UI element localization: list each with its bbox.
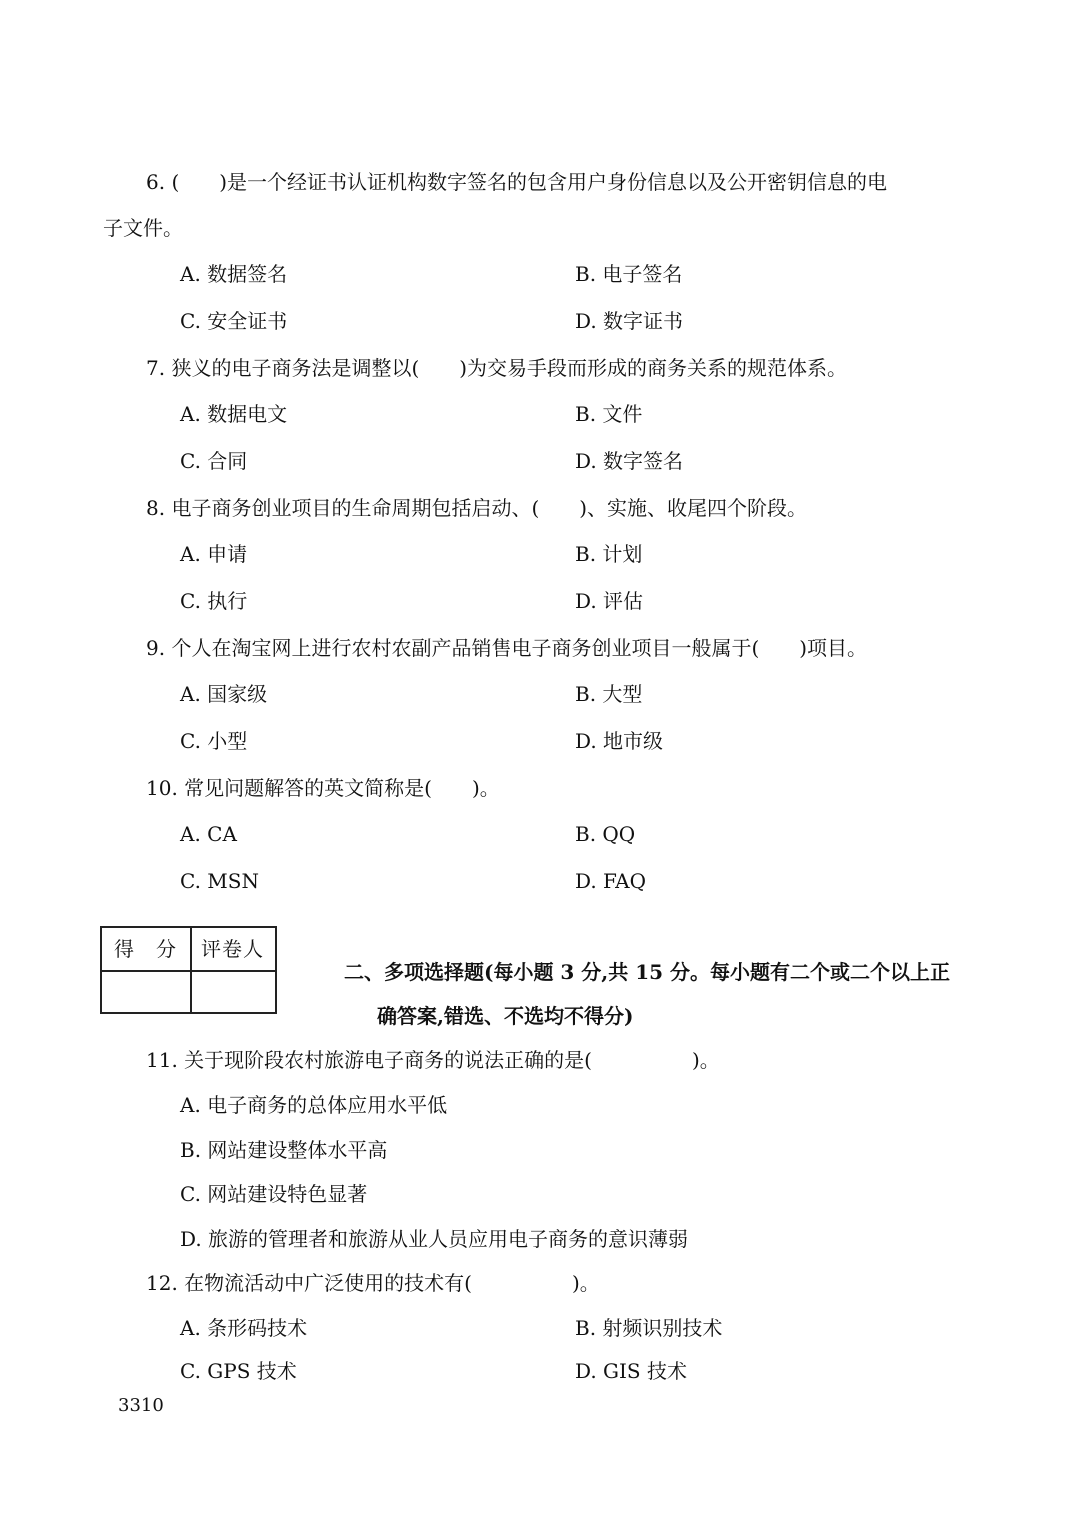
question-11-option-d: D. 旅游的管理者和旅游从业人员应用电子商务的意识薄弱 [180, 1227, 689, 1251]
question-6-stem-line1: 6. ( )是一个经证书认证机构数字签名的包含用户身份信息以及公开密钥信息的电 [146, 170, 888, 194]
table-divider-horizontal [102, 970, 275, 972]
question-9-option-b: B. 大型 [575, 682, 643, 706]
question-7-option-b: B. 文件 [575, 402, 643, 426]
question-9-option-c: C. 小型 [180, 729, 248, 753]
question-7-stem: 7. 狭义的电子商务法是调整以( )为交易手段而形成的商务关系的规范体系。 [146, 356, 848, 380]
question-7-option-a: A. 数据电文 [180, 402, 288, 426]
question-10-option-d: D. FAQ [575, 869, 647, 893]
score-table [100, 926, 277, 1014]
question-7-option-c: C. 合同 [180, 449, 248, 473]
question-9-option-a: A. 国家级 [180, 682, 268, 706]
question-6-option-b: B. 电子签名 [575, 262, 683, 286]
question-10-stem: 10. 常见问题解答的英文简称是( )。 [146, 776, 500, 800]
question-6-option-a: A. 数据签名 [180, 262, 288, 286]
question-10-option-b: B. QQ [575, 822, 636, 846]
question-8-option-a: A. 申请 [180, 542, 248, 566]
question-12-option-b: B. 射频识别技术 [575, 1316, 723, 1340]
question-9-option-d: D. 地市级 [575, 729, 664, 753]
question-8-stem: 8. 电子商务创业项目的生命周期包括启动、( )、实施、收尾四个阶段。 [146, 496, 808, 520]
grader-label: 评卷人 [201, 937, 264, 961]
question-11-option-c: C. 网站建设特色显著 [180, 1182, 368, 1206]
question-12-option-d: D. GIS 技术 [575, 1359, 687, 1383]
question-8-option-d: D. 评估 [575, 589, 644, 613]
section-2-heading-line1: 二、多项选择题(每小题 3 分,共 15 分。每小题有二个或二个以上正 [344, 960, 951, 984]
question-11-option-b: B. 网站建设整体水平高 [180, 1138, 388, 1162]
question-7-option-d: D. 数字签名 [575, 449, 684, 473]
question-8-option-c: C. 执行 [180, 589, 248, 613]
question-6-stem-line2: 子文件。 [103, 216, 183, 240]
score-label: 得 分 [114, 937, 177, 961]
question-6-option-d: D. 数字证书 [575, 309, 684, 333]
question-11-option-a: A. 电子商务的总体应用水平低 [180, 1093, 448, 1117]
question-6-option-c: C. 安全证书 [180, 309, 288, 333]
question-12-stem: 12. 在物流活动中广泛使用的技术有( )。 [146, 1271, 600, 1295]
question-8-option-b: B. 计划 [575, 542, 643, 566]
section-2-heading-line2: 确答案,错选、不选均不得分) [377, 1004, 634, 1028]
question-12-option-c: C. GPS 技术 [180, 1359, 297, 1383]
question-10-option-c: C. MSN [180, 869, 259, 893]
question-11-stem: 11. 关于现阶段农村旅游电子商务的说法正确的是( )。 [146, 1048, 720, 1072]
question-9-stem: 9. 个人在淘宝网上进行农村农副产品销售电子商务创业项目一般属于( )项目。 [146, 636, 868, 660]
question-12-option-a: A. 条形码技术 [180, 1316, 308, 1340]
question-10-option-a: A. CA [180, 822, 237, 846]
page-number: 3310 [118, 1395, 164, 1416]
